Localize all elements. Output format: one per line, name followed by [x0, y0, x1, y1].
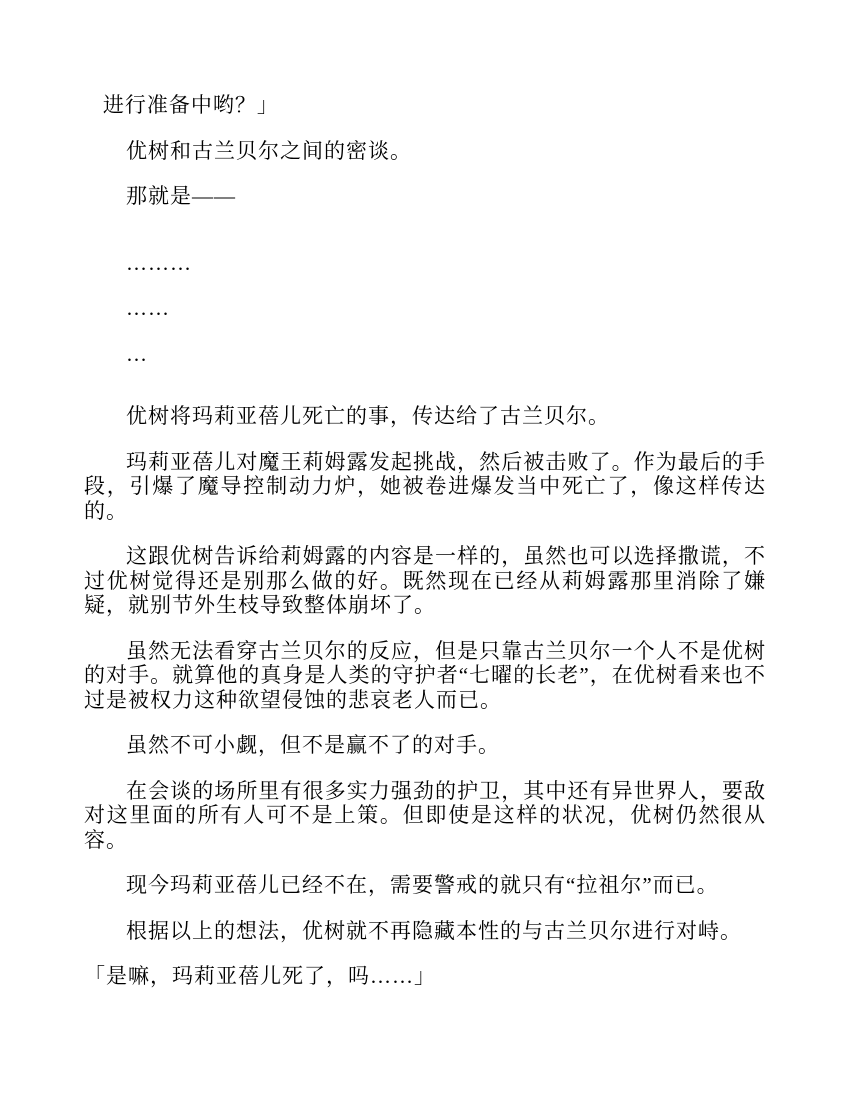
- ellipsis-line: ………: [126, 250, 192, 275]
- ellipsis-line: …: [126, 341, 148, 366]
- paragraph-dialogue-line: 「是嘛，玛莉亚蓓儿死了，吗……」: [84, 964, 436, 988]
- paragraph-dialogue-continuation: 进行准备中哟？」: [102, 93, 279, 117]
- paragraph: 玛莉亚蓓儿对魔王莉姆露发起挑战，然后被击败了。作为最后的手段，引爆了魔导控制动力炉，她被卷进爆发当中死亡了，像这样传达的。: [84, 449, 766, 523]
- paragraph: 这跟优树告诉给莉姆露的内容是一样的，虽然也可以选择撒谎，不过优树觉得还是别那么做的好。既然现在已经从莉姆露那里消除了嫌疑，就别节外生枝导致整体崩坏了。: [84, 544, 766, 617]
- paragraph: 虽然无法看穿古兰贝尔的反应，但是只靠古兰贝尔一个人不是优树的对手。就算他的真身是人类的守护者“七曜的长老”，在优树看来也不过是被权力这种欲望侵蚀的悲哀老人而已。: [84, 638, 766, 712]
- ellipsis-line: ……: [126, 296, 170, 320]
- paragraph: 现今玛莉亚蓓儿已经不在，需要警戒的就只有“拉祖尔”而已。: [126, 873, 719, 897]
- paragraph: 那就是——: [126, 184, 236, 208]
- paragraph: 虽然不可小觑，但不是赢不了的对手。: [126, 733, 500, 757]
- paragraph: 优树和古兰贝尔之间的密谈。: [126, 138, 412, 163]
- paragraph: 优树将玛莉亚蓓儿死亡的事，传达给了古兰贝尔。: [126, 404, 610, 428]
- text-block: [84, 93, 766, 989]
- paragraph: 在会谈的场所里有很多实力强劲的护卫，其中还有异世界人，要敌对这里面的所有人可不是上策。但即使是这样的状况，优树仍然很从容。: [84, 778, 766, 852]
- paragraph: 根据以上的想法，优树就不再隐藏本性的与古兰贝尔进行对峙。: [126, 918, 742, 943]
